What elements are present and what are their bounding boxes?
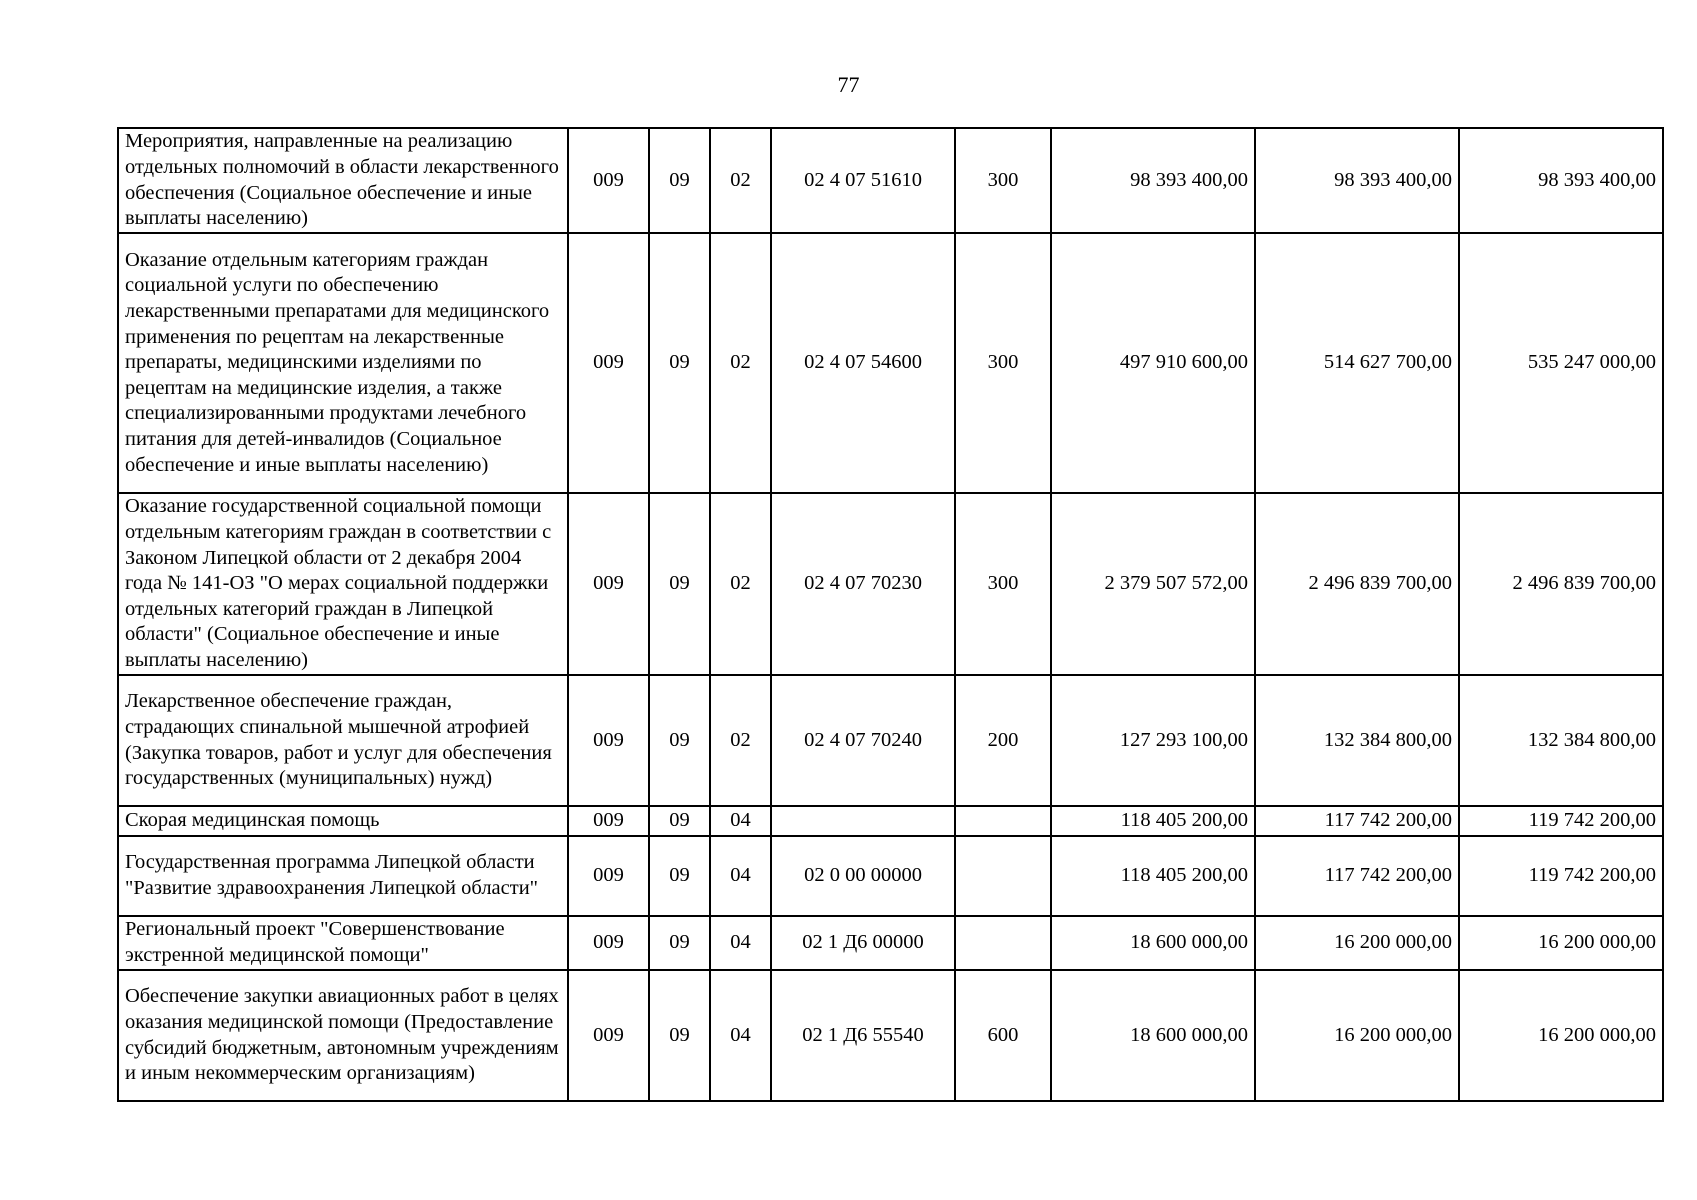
expense-type-code <box>955 916 1051 970</box>
row-name: Региональный проект "Совершенствование экстренной медицинской помощи" <box>118 916 568 970</box>
amount-year-1: 127 293 100,00 <box>1051 675 1255 806</box>
table-row <box>118 916 1663 970</box>
target-code: 02 4 07 70230 <box>771 493 955 675</box>
amount-year-1: 497 910 600,00 <box>1051 233 1255 493</box>
amount-year-2: 2 496 839 700,00 <box>1255 493 1459 675</box>
ministry-code: 009 <box>568 493 649 675</box>
ministry-code: 009 <box>568 970 649 1101</box>
table-row <box>118 970 1663 1101</box>
amount-year-1: 2 379 507 572,00 <box>1051 493 1255 675</box>
amount-year-3: 98 393 400,00 <box>1459 128 1663 233</box>
page-number: 77 <box>837 72 860 97</box>
section-code: 09 <box>649 128 710 233</box>
row-name: Лекарственное обеспечение граждан, страдающих спинальной мышечной атрофией (Закупка товаров, работ и услуг для обеспечения государственных (муниципальных) нужд) <box>118 675 568 806</box>
amount-year-2: 16 200 000,00 <box>1255 970 1459 1101</box>
amount-year-1: 98 393 400,00 <box>1051 128 1255 233</box>
ministry-code: 009 <box>568 916 649 970</box>
amount-year-2: 117 742 200,00 <box>1255 836 1459 916</box>
table-row <box>118 806 1663 836</box>
amount-year-1: 18 600 000,00 <box>1051 970 1255 1101</box>
section-code: 09 <box>649 233 710 493</box>
subsection-code: 04 <box>710 806 771 836</box>
target-code: 02 4 07 70240 <box>771 675 955 806</box>
subsection-code: 02 <box>710 233 771 493</box>
section-code: 09 <box>649 836 710 916</box>
expense-type-code: 300 <box>955 493 1051 675</box>
amount-year-2: 98 393 400,00 <box>1255 128 1459 233</box>
expense-type-code: 600 <box>955 970 1051 1101</box>
subsection-code: 04 <box>710 970 771 1101</box>
ministry-code: 009 <box>568 675 649 806</box>
table-row <box>118 836 1663 916</box>
section-code: 09 <box>649 916 710 970</box>
amount-year-3: 119 742 200,00 <box>1459 806 1663 836</box>
amount-year-2: 117 742 200,00 <box>1255 806 1459 836</box>
section-code: 09 <box>649 970 710 1101</box>
amount-year-3: 16 200 000,00 <box>1459 916 1663 970</box>
amount-year-2: 132 384 800,00 <box>1255 675 1459 806</box>
subsection-code: 02 <box>710 128 771 233</box>
ministry-code: 009 <box>568 836 649 916</box>
row-name: Государственная программа Липецкой области "Развитие здравоохранения Липецкой области" <box>118 836 568 916</box>
subsection-code: 04 <box>710 836 771 916</box>
amount-year-2: 16 200 000,00 <box>1255 916 1459 970</box>
table-body <box>118 128 1663 1101</box>
section-code: 09 <box>649 675 710 806</box>
ministry-code: 009 <box>568 806 649 836</box>
expense-type-code: 200 <box>955 675 1051 806</box>
subsection-code: 04 <box>710 916 771 970</box>
expense-type-code: 300 <box>955 128 1051 233</box>
target-code: 02 0 00 00000 <box>771 836 955 916</box>
amount-year-3: 132 384 800,00 <box>1459 675 1663 806</box>
table-row <box>118 128 1663 233</box>
row-name: Мероприятия, направленные на реализацию отдельных полномочий в области лекарственного обеспечения (Социальное обеспечение и иные выплаты населению) <box>118 128 568 233</box>
subsection-code: 02 <box>710 493 771 675</box>
row-name: Скорая медицинская помощь <box>118 806 568 836</box>
target-code <box>771 806 955 836</box>
table-row <box>118 493 1663 675</box>
expense-type-code <box>955 836 1051 916</box>
amount-year-1: 118 405 200,00 <box>1051 806 1255 836</box>
amount-year-1: 118 405 200,00 <box>1051 836 1255 916</box>
target-code: 02 4 07 51610 <box>771 128 955 233</box>
amount-year-1: 18 600 000,00 <box>1051 916 1255 970</box>
row-name: Оказание отдельным категориям граждан социальной услуги по обеспечению лекарственными препаратами для медицинского применения по рецептам на лекарственные препараты, медицинскими изделиями по рецептам на медицинские изделия, а также специализированными продуктами лечебного питания для детей-инвалидов (Социальное обеспечение и иные выплаты населению) <box>118 233 568 493</box>
target-code: 02 1 Д6 55540 <box>771 970 955 1101</box>
ministry-code: 009 <box>568 233 649 493</box>
target-code: 02 1 Д6 00000 <box>771 916 955 970</box>
section-code: 09 <box>649 806 710 836</box>
amount-year-3: 119 742 200,00 <box>1459 836 1663 916</box>
table-row <box>118 675 1663 806</box>
amount-year-2: 514 627 700,00 <box>1255 233 1459 493</box>
amount-year-3: 2 496 839 700,00 <box>1459 493 1663 675</box>
target-code: 02 4 07 54600 <box>771 233 955 493</box>
ministry-code: 009 <box>568 128 649 233</box>
section-code: 09 <box>649 493 710 675</box>
expense-type-code <box>955 806 1051 836</box>
amount-year-3: 535 247 000,00 <box>1459 233 1663 493</box>
amount-year-3: 16 200 000,00 <box>1459 970 1663 1101</box>
row-name: Обеспечение закупки авиационных работ в целях оказания медицинской помощи (Предоставление субсидий бюджетным, автономным учреждениям и иным некоммерческим организациям) <box>118 970 568 1101</box>
row-name: Оказание государственной социальной помощи отдельным категориям граждан в соответствии с Законом Липецкой области от 2 декабря 2004 года № 141-ОЗ "О мерах социальной поддержки отдельных категорий граждан в Липецкой области" (Социальное обеспечение и иные выплаты населению) <box>118 493 568 675</box>
expense-type-code: 300 <box>955 233 1051 493</box>
budget-table <box>117 127 1664 1102</box>
table-row <box>118 233 1663 493</box>
subsection-code: 02 <box>710 675 771 806</box>
